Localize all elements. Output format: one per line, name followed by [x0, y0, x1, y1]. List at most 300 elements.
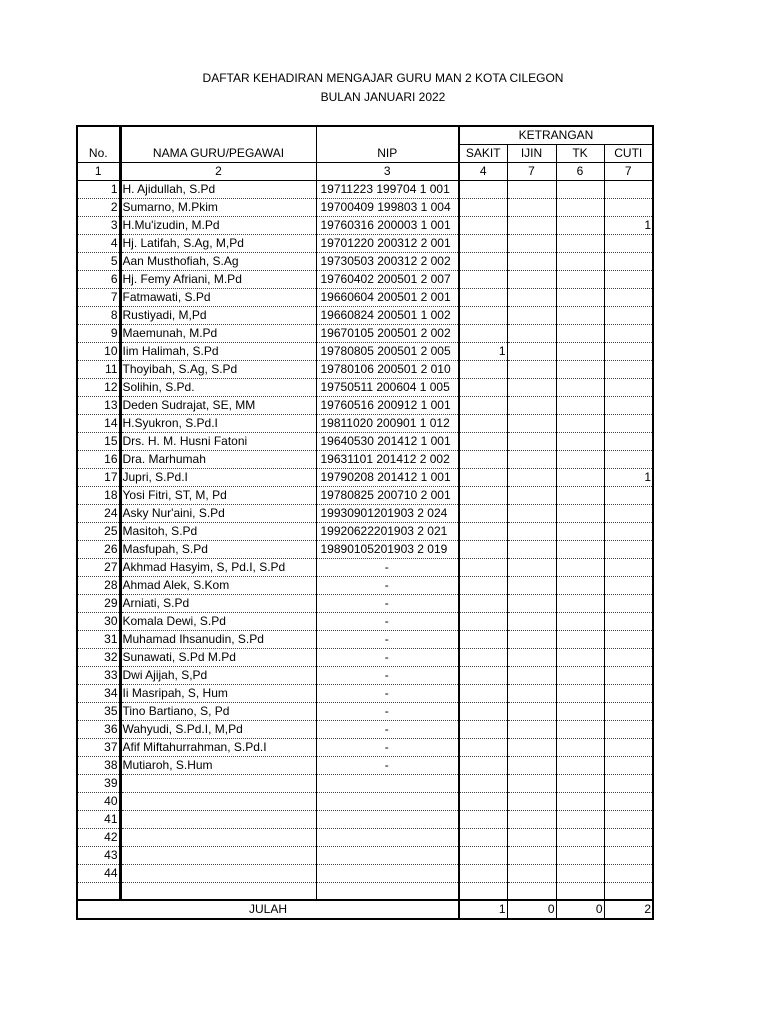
- row-name: H. Ajidullah, S.Pd: [120, 181, 316, 199]
- row-cuti: [604, 847, 653, 865]
- table-row: [77, 433, 653, 451]
- document-subtitle: BULAN JANUARI 2022: [320, 90, 446, 104]
- row-ijin: [507, 775, 556, 793]
- row-sakit: [459, 325, 507, 343]
- row-name: Thoyibah, S.Ag, S.Pd: [120, 361, 316, 379]
- row-number: 27: [77, 559, 120, 577]
- row-cuti: [604, 379, 653, 397]
- row-number: 41: [77, 811, 120, 829]
- row-nip: 19760316 200003 1 001: [316, 217, 459, 235]
- row-nip: 19930901201903 2 024: [316, 505, 459, 523]
- row-sakit: [459, 757, 507, 775]
- row-number: 43: [77, 847, 120, 865]
- row-cuti: [604, 757, 653, 775]
- row-name: Hj. Latifah, S.Ag, M,Pd: [120, 235, 316, 253]
- col-number: 7: [507, 163, 556, 181]
- row-tk: [556, 415, 604, 433]
- row-cuti: [604, 235, 653, 253]
- row-ijin: [507, 271, 556, 289]
- row-tk: [556, 325, 604, 343]
- row-cuti: [604, 289, 653, 307]
- row-tk: [556, 379, 604, 397]
- row-sakit: [459, 829, 507, 847]
- row-number: 15: [77, 433, 120, 451]
- row-sakit: [459, 415, 507, 433]
- row-nip: 19760516 200912 1 001: [316, 397, 459, 415]
- col-tk-header: TK: [556, 145, 604, 163]
- table-row: [77, 325, 653, 343]
- row-sakit: [459, 523, 507, 541]
- row-name: Dra. Marhumah: [120, 451, 316, 469]
- row-sakit: [459, 217, 507, 235]
- row-ijin: [507, 703, 556, 721]
- row-cuti: [604, 307, 653, 325]
- row-ijin: [507, 649, 556, 667]
- row-ijin: [507, 505, 556, 523]
- row-tk: [556, 217, 604, 235]
- table-row: [77, 217, 653, 235]
- row-ijin: [507, 253, 556, 271]
- row-sakit: [459, 559, 507, 577]
- row-sakit: [459, 811, 507, 829]
- row-ijin: [507, 595, 556, 613]
- row-name: [120, 775, 316, 793]
- table-row: [77, 811, 653, 829]
- row-ijin: [507, 667, 556, 685]
- row-tk: [556, 469, 604, 487]
- row-ijin: [507, 487, 556, 505]
- row-number: 35: [77, 703, 120, 721]
- table-row: [77, 397, 653, 415]
- row-ijin: [507, 361, 556, 379]
- row-nip: 19711223 199704 1 001: [316, 181, 459, 199]
- row-sakit: [459, 775, 507, 793]
- row-number: 18: [77, 487, 120, 505]
- row-tk: [556, 487, 604, 505]
- row-number: 42: [77, 829, 120, 847]
- row-tk: [556, 829, 604, 847]
- row-ijin: [507, 757, 556, 775]
- row-number: 39: [77, 775, 120, 793]
- row-tk: [556, 433, 604, 451]
- row-ijin: [507, 433, 556, 451]
- row-name: Afif Miftahurrahman, S.Pd.I: [120, 739, 316, 757]
- row-nip: -: [316, 577, 459, 595]
- table-row: [77, 703, 653, 721]
- row-number: 8: [77, 307, 120, 325]
- table-row: [77, 865, 653, 883]
- row-tk: [556, 847, 604, 865]
- row-name: Deden Sudrajat, SE, MM: [120, 397, 316, 415]
- row-name: Solihin, S.Pd.: [120, 379, 316, 397]
- row-nip: [316, 775, 459, 793]
- row-number: 7: [77, 289, 120, 307]
- row-name: [120, 883, 316, 901]
- row-name: Wahyudi, S.Pd.I, M,Pd: [120, 721, 316, 739]
- row-cuti: [604, 811, 653, 829]
- row-nip: [316, 847, 459, 865]
- row-nip: -: [316, 559, 459, 577]
- row-name: Masitoh, S.Pd: [120, 523, 316, 541]
- row-sakit: [459, 235, 507, 253]
- row-number: 16: [77, 451, 120, 469]
- table-row: [77, 649, 653, 667]
- row-ijin: [507, 721, 556, 739]
- row-ijin: [507, 415, 556, 433]
- row-nip: 19700409 199803 1 004: [316, 199, 459, 217]
- row-nip: 19780106 200501 2 010: [316, 361, 459, 379]
- column-number-row: [77, 163, 653, 181]
- row-ijin: [507, 469, 556, 487]
- table-row: [77, 253, 653, 271]
- row-tk: [556, 865, 604, 883]
- row-cuti: [604, 487, 653, 505]
- table-row: [77, 757, 653, 775]
- table-row: [77, 595, 653, 613]
- table-row: [77, 343, 653, 361]
- col-number: 1: [77, 163, 120, 181]
- row-sakit: [459, 379, 507, 397]
- row-tk: [556, 883, 604, 901]
- row-cuti: [604, 523, 653, 541]
- row-number: 34: [77, 685, 120, 703]
- row-ijin: [507, 235, 556, 253]
- row-number: 38: [77, 757, 120, 775]
- row-tk: [556, 541, 604, 559]
- row-tk: [556, 667, 604, 685]
- row-nip: [316, 883, 459, 901]
- table-row: [77, 379, 653, 397]
- total-label: JULAH: [77, 900, 459, 919]
- row-sakit: [459, 541, 507, 559]
- row-cuti: [604, 631, 653, 649]
- row-number: 13: [77, 397, 120, 415]
- row-name: Ii Masripah, S, Hum: [120, 685, 316, 703]
- row-name: Fatmawati, S.Pd: [120, 289, 316, 307]
- row-tk: [556, 577, 604, 595]
- row-sakit: [459, 631, 507, 649]
- row-cuti: [604, 613, 653, 631]
- row-ijin: [507, 541, 556, 559]
- row-sakit: [459, 883, 507, 901]
- col-no-header: No.: [77, 145, 120, 163]
- table-row: [77, 775, 653, 793]
- row-number: 29: [77, 595, 120, 613]
- row-number: 32: [77, 649, 120, 667]
- row-nip: -: [316, 649, 459, 667]
- row-tk: [556, 631, 604, 649]
- col-no-top: [77, 126, 120, 145]
- row-cuti: [604, 883, 653, 901]
- table-row: [77, 235, 653, 253]
- col-cuti-header: CUTI: [604, 145, 653, 163]
- col-sakit-header: SAKIT: [459, 145, 507, 163]
- row-sakit: [459, 397, 507, 415]
- row-cuti: [604, 199, 653, 217]
- row-cuti: [604, 685, 653, 703]
- row-name: Muhamad Ihsanudin, S.Pd: [120, 631, 316, 649]
- row-name: Iim Halimah, S.Pd: [120, 343, 316, 361]
- row-number: 10: [77, 343, 120, 361]
- row-cuti: [604, 559, 653, 577]
- row-ijin: [507, 811, 556, 829]
- row-ijin: [507, 451, 556, 469]
- row-nip: 19660604 200501 2 001: [316, 289, 459, 307]
- row-tk: [556, 343, 604, 361]
- row-sakit: [459, 451, 507, 469]
- row-ijin: [507, 325, 556, 343]
- row-number: 31: [77, 631, 120, 649]
- attendance-table: [76, 125, 654, 920]
- row-tk: [556, 775, 604, 793]
- row-tk: [556, 253, 604, 271]
- table-row: [77, 451, 653, 469]
- row-ijin: [507, 199, 556, 217]
- table-row: [77, 487, 653, 505]
- row-number: 3: [77, 217, 120, 235]
- row-number: 40: [77, 793, 120, 811]
- row-ijin: [507, 685, 556, 703]
- row-cuti: [604, 397, 653, 415]
- table-row: [77, 685, 653, 703]
- row-name: [120, 829, 316, 847]
- row-number: 4: [77, 235, 120, 253]
- row-nip: -: [316, 595, 459, 613]
- row-ijin: [507, 343, 556, 361]
- row-cuti: [604, 451, 653, 469]
- table-row: [77, 739, 653, 757]
- row-name: Arniati, S.Pd: [120, 595, 316, 613]
- row-tk: [556, 685, 604, 703]
- row-nip: 19790208 201412 1 001: [316, 469, 459, 487]
- row-cuti: [604, 865, 653, 883]
- row-name: Drs. H. M. Husni Fatoni: [120, 433, 316, 451]
- col-number: 4: [459, 163, 507, 181]
- row-sakit: [459, 595, 507, 613]
- row-number: 28: [77, 577, 120, 595]
- row-name: H.Syukron, S.Pd.I: [120, 415, 316, 433]
- row-sakit: [459, 253, 507, 271]
- row-ijin: [507, 865, 556, 883]
- row-cuti: [604, 775, 653, 793]
- row-nip: 19760402 200501 2 007: [316, 271, 459, 289]
- row-cuti: [604, 793, 653, 811]
- row-nip: 19640530 201412 1 001: [316, 433, 459, 451]
- table-row: [77, 559, 653, 577]
- row-ijin: [507, 829, 556, 847]
- row-sakit: [459, 181, 507, 199]
- table-row: [77, 883, 653, 901]
- row-nip: 19631101 201412 2 002: [316, 451, 459, 469]
- row-nip: [316, 811, 459, 829]
- row-name: H.Mu'izudin, M.Pd: [120, 217, 316, 235]
- row-tk: [556, 649, 604, 667]
- row-cuti: [604, 181, 653, 199]
- row-nip: -: [316, 631, 459, 649]
- row-nip: -: [316, 667, 459, 685]
- row-tk: [556, 361, 604, 379]
- row-number: 30: [77, 613, 120, 631]
- row-nip: [316, 793, 459, 811]
- row-number: 24: [77, 505, 120, 523]
- row-number: 11: [77, 361, 120, 379]
- table-row: [77, 505, 653, 523]
- row-number: 26: [77, 541, 120, 559]
- row-sakit: [459, 271, 507, 289]
- row-tk: [556, 451, 604, 469]
- col-nama-header: NAMA GURU/PEGAWAI: [120, 145, 316, 163]
- row-ijin: [507, 379, 556, 397]
- row-sakit: [459, 739, 507, 757]
- row-nip: 19780805 200501 2 005: [316, 343, 459, 361]
- row-tk: [556, 523, 604, 541]
- row-name: Dwi Ajijah, S,Pd: [120, 667, 316, 685]
- table-row: [77, 199, 653, 217]
- total-cuti: 2: [604, 900, 653, 919]
- row-cuti: [604, 721, 653, 739]
- row-number: 9: [77, 325, 120, 343]
- row-name: [120, 811, 316, 829]
- total-tk: 0: [556, 900, 604, 919]
- row-tk: [556, 793, 604, 811]
- row-cuti: [604, 325, 653, 343]
- row-cuti: [604, 433, 653, 451]
- row-name: Aan Musthofiah, S.Ag: [120, 253, 316, 271]
- row-name: [120, 847, 316, 865]
- col-number: 2: [120, 163, 316, 181]
- row-name: Ahmad Alek, S.Kom: [120, 577, 316, 595]
- table-row: [77, 361, 653, 379]
- row-cuti: [604, 505, 653, 523]
- row-ijin: [507, 307, 556, 325]
- row-sakit: [459, 289, 507, 307]
- row-sakit: [459, 865, 507, 883]
- row-nip: 19890105201903 2 019: [316, 541, 459, 559]
- row-name: Mutiaroh, S.Hum: [120, 757, 316, 775]
- table-row: [77, 181, 653, 199]
- row-tk: [556, 739, 604, 757]
- row-number: 6: [77, 271, 120, 289]
- row-ijin: [507, 577, 556, 595]
- row-sakit: [459, 433, 507, 451]
- row-sakit: [459, 469, 507, 487]
- col-nip-header: NIP: [316, 145, 459, 163]
- row-ijin: [507, 631, 556, 649]
- row-cuti: [604, 829, 653, 847]
- row-cuti: [604, 595, 653, 613]
- row-name: Komala Dewi, S.Pd: [120, 613, 316, 631]
- table-row: [77, 631, 653, 649]
- row-tk: [556, 307, 604, 325]
- row-name: Asky Nur'aini, S.Pd: [120, 505, 316, 523]
- row-cuti: [604, 703, 653, 721]
- table-row: [77, 523, 653, 541]
- row-tk: [556, 271, 604, 289]
- row-ijin: [507, 217, 556, 235]
- row-cuti: [604, 649, 653, 667]
- col-number: 6: [556, 163, 604, 181]
- total-ijin: 0: [507, 900, 556, 919]
- row-cuti: [604, 343, 653, 361]
- row-ijin: [507, 559, 556, 577]
- row-nip: [316, 829, 459, 847]
- table-row: [77, 577, 653, 595]
- row-sakit: [459, 847, 507, 865]
- row-cuti: [604, 415, 653, 433]
- row-sakit: [459, 793, 507, 811]
- row-cuti: [604, 361, 653, 379]
- row-tk: [556, 181, 604, 199]
- row-number: 33: [77, 667, 120, 685]
- row-nip: -: [316, 739, 459, 757]
- col-nama-top: [120, 126, 316, 145]
- row-tk: [556, 289, 604, 307]
- table-row: [77, 829, 653, 847]
- row-sakit: [459, 487, 507, 505]
- row-nip: [316, 865, 459, 883]
- row-sakit: [459, 703, 507, 721]
- row-ijin: [507, 397, 556, 415]
- row-cuti: [604, 577, 653, 595]
- row-sakit: [459, 577, 507, 595]
- table-row: [77, 469, 653, 487]
- row-name: Jupri, S.Pd.I: [120, 469, 316, 487]
- row-name: Sumarno, M.Pkim: [120, 199, 316, 217]
- table-row: [77, 415, 653, 433]
- col-number: 7: [604, 163, 653, 181]
- row-nip: 19920622201903 2 021: [316, 523, 459, 541]
- row-tk: [556, 811, 604, 829]
- header-row-2: [77, 145, 653, 163]
- table-row: [77, 793, 653, 811]
- row-nip: 19730503 200312 2 002: [316, 253, 459, 271]
- row-name: Yosi Fitri, ST, M, Pd: [120, 487, 316, 505]
- row-number: 25: [77, 523, 120, 541]
- row-sakit: 1: [459, 343, 507, 361]
- row-ijin: [507, 739, 556, 757]
- total-sakit: 1: [459, 900, 507, 919]
- row-tk: [556, 595, 604, 613]
- row-nip: 19670105 200501 2 002: [316, 325, 459, 343]
- table-row: [77, 289, 653, 307]
- row-sakit: [459, 361, 507, 379]
- row-cuti: [604, 739, 653, 757]
- row-nip: 19780825 200710 2 001: [316, 487, 459, 505]
- row-nip: 19811020 200901 1 012: [316, 415, 459, 433]
- row-name: [120, 793, 316, 811]
- total-row: [77, 900, 653, 919]
- row-ijin: [507, 289, 556, 307]
- row-name: Maemunah, M.Pd: [120, 325, 316, 343]
- row-number: 36: [77, 721, 120, 739]
- col-nip-top: [316, 126, 459, 145]
- row-name: Tino Bartiano, S, Pd: [120, 703, 316, 721]
- table-row: [77, 721, 653, 739]
- row-name: Masfupah, S.Pd: [120, 541, 316, 559]
- row-nip: 19750511 200604 1 005: [316, 379, 459, 397]
- row-nip: -: [316, 685, 459, 703]
- row-tk: [556, 397, 604, 415]
- table-row: [77, 847, 653, 865]
- row-nip: -: [316, 613, 459, 631]
- row-cuti: 1: [604, 469, 653, 487]
- row-number: 44: [77, 865, 120, 883]
- row-tk: [556, 703, 604, 721]
- row-tk: [556, 505, 604, 523]
- header-row-1: [77, 126, 653, 145]
- row-cuti: [604, 253, 653, 271]
- row-tk: [556, 721, 604, 739]
